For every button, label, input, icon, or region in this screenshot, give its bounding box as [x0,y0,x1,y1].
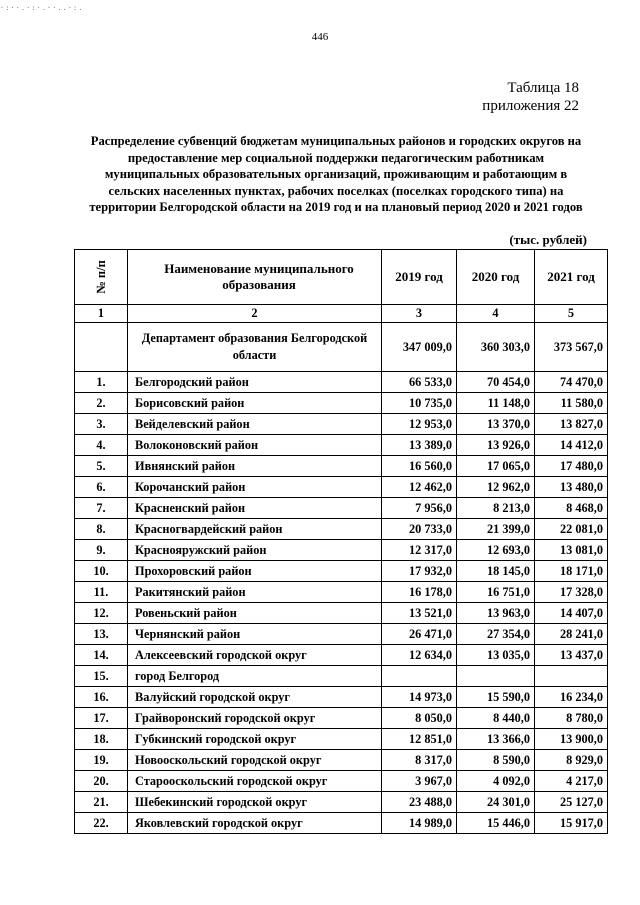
row-num: 6. [75,477,128,498]
row-2020: 27 354,0 [457,624,535,645]
page-number: 446 [311,31,329,43]
row-2021: 25 127,0 [535,792,608,813]
department-row [75,323,608,372]
row-2021: 28 241,0 [535,624,608,645]
row-name: Ровеньский район [128,603,382,624]
table-row [75,603,608,624]
row-2020: 15 446,0 [457,813,535,834]
row-2020: 13 366,0 [457,729,535,750]
table-row [75,708,608,729]
table-row [75,813,608,834]
header-name: Наименование муниципального образования [128,250,382,305]
row-2020: 24 301,0 [457,792,535,813]
table-row [75,372,608,393]
row-num: 11. [75,582,128,603]
table-row [75,435,608,456]
table-row [75,729,608,750]
row-name: Вейделевский район [128,414,382,435]
row-2020: 13 963,0 [457,603,535,624]
row-num: 7. [75,498,128,519]
row-name: Шебекинский городской округ [128,792,382,813]
row-2021: 13 827,0 [535,414,608,435]
row-2021: 16 234,0 [535,687,608,708]
row-name: Грайворонский городской округ [128,708,382,729]
row-name: Корочанский район [128,477,382,498]
row-name: Чернянский район [128,624,382,645]
col-index: 5 [535,305,608,323]
row-num: 10. [75,561,128,582]
row-2020: 4 092,0 [457,771,535,792]
header-num-text: № п/п [93,260,108,294]
table-row [75,414,608,435]
row-name: Губкинский городской округ [128,729,382,750]
row-2019: 17 932,0 [382,561,457,582]
row-name: Ивнянский район [128,456,382,477]
row-num: 16. [75,687,128,708]
row-2019: 14 989,0 [382,813,457,834]
col-index: 1 [75,305,128,323]
row-name: Волоконовский район [128,435,382,456]
table-row [75,750,608,771]
units-label: (тыс. рублей) [509,232,587,247]
header-row [75,250,608,305]
row-name: Красненский район [128,498,382,519]
row-num: 1. [75,372,128,393]
table-row [75,477,608,498]
row-2021 [535,666,608,687]
row-2021: 22 081,0 [535,519,608,540]
row-2020: 15 590,0 [457,687,535,708]
table-row [75,666,608,687]
scan-speckle: ·:··.·:·.··..·:. [0,4,84,12]
row-name: Красногвардейский район [128,519,382,540]
row-name: Старооскольский городской округ [128,771,382,792]
row-2019: 7 956,0 [382,498,457,519]
table-reference [482,79,579,115]
department-2021: 373 567,0 [535,323,608,372]
department-name: Департамент образования Белгородской области [128,323,382,372]
table-row [75,498,608,519]
subsidy-table [74,249,608,834]
row-2019: 23 488,0 [382,792,457,813]
row-num: 9. [75,540,128,561]
row-2019: 12 953,0 [382,414,457,435]
department-num [75,323,128,372]
row-name: Прохоровский район [128,561,382,582]
col-index: 4 [457,305,535,323]
row-name: Белгородский район [128,372,382,393]
row-2019: 8 317,0 [382,750,457,771]
row-2021: 13 900,0 [535,729,608,750]
row-2021: 18 171,0 [535,561,608,582]
table-ref-line1: Таблица 18 [507,80,579,96]
row-num: 18. [75,729,128,750]
row-num: 22. [75,813,128,834]
row-num: 8. [75,519,128,540]
row-2020: 18 145,0 [457,561,535,582]
row-2019: 13 521,0 [382,603,457,624]
header-num [75,250,128,305]
row-2020: 8 590,0 [457,750,535,771]
row-2019: 12 851,0 [382,729,457,750]
row-name: Валуйский городской округ [128,687,382,708]
row-name: Новооскольский городской округ [128,750,382,771]
row-2021: 8 929,0 [535,750,608,771]
col-index: 2 [128,305,382,323]
department-2019: 347 009,0 [382,323,457,372]
row-2019: 20 733,0 [382,519,457,540]
column-index-row [75,305,608,323]
header-2020: 2020 год [457,250,535,305]
row-2019: 12 634,0 [382,645,457,666]
row-2020: 17 065,0 [457,456,535,477]
row-2020 [457,666,535,687]
table-row [75,624,608,645]
row-2021: 13 480,0 [535,477,608,498]
table-row [75,771,608,792]
row-2021: 13 437,0 [535,645,608,666]
row-2019: 3 967,0 [382,771,457,792]
row-2019: 10 735,0 [382,393,457,414]
row-2021: 17 480,0 [535,456,608,477]
row-num: 4. [75,435,128,456]
row-name: Ракитянский район [128,582,382,603]
row-2020: 16 751,0 [457,582,535,603]
row-num: 3. [75,414,128,435]
table-row [75,519,608,540]
table-row [75,687,608,708]
row-2020: 13 035,0 [457,645,535,666]
row-2019: 13 389,0 [382,435,457,456]
row-2019: 14 973,0 [382,687,457,708]
row-2020: 12 693,0 [457,540,535,561]
col-index: 3 [382,305,457,323]
table-row [75,540,608,561]
row-2019: 66 533,0 [382,372,457,393]
row-2020: 8 440,0 [457,708,535,729]
header-2021: 2021 год [535,250,608,305]
row-2019: 8 050,0 [382,708,457,729]
row-num: 12. [75,603,128,624]
row-2021: 74 470,0 [535,372,608,393]
row-2019: 12 317,0 [382,540,457,561]
department-2020: 360 303,0 [457,323,535,372]
row-2020: 13 370,0 [457,414,535,435]
row-2019: 26 471,0 [382,624,457,645]
row-num: 15. [75,666,128,687]
row-2020: 13 926,0 [457,435,535,456]
row-2020: 21 399,0 [457,519,535,540]
row-2019: 12 462,0 [382,477,457,498]
table-ref-line2: приложения 22 [482,98,579,114]
row-2019: 16 560,0 [382,456,457,477]
table-row [75,456,608,477]
table-row [75,393,608,414]
row-2021: 8 468,0 [535,498,608,519]
row-num: 21. [75,792,128,813]
document-title: Распределение субвенций бюджетам муниципальных районов и городских округов на предоставление мер социальной поддержки педагогическим работникам муниципальных образовательных организаций, проживающим и работающим в сельских населенных пунктах, рабочих поселках (поселках городского типа) на территории Белгородской области на 2019 год и на плановый период 2020 и 2021 годов [89,134,583,215]
row-2019 [382,666,457,687]
row-name: город Белгород [128,666,382,687]
row-2021: 4 217,0 [535,771,608,792]
row-2021: 14 412,0 [535,435,608,456]
row-2020: 11 148,0 [457,393,535,414]
table-row [75,645,608,666]
row-2020: 8 213,0 [457,498,535,519]
row-num: 20. [75,771,128,792]
table-row [75,561,608,582]
row-name: Алексеевский городской округ [128,645,382,666]
row-name: Яковлевский городской округ [128,813,382,834]
row-num: 17. [75,708,128,729]
row-2020: 70 454,0 [457,372,535,393]
row-num: 2. [75,393,128,414]
row-2020: 12 962,0 [457,477,535,498]
row-2021: 8 780,0 [535,708,608,729]
row-num: 13. [75,624,128,645]
row-2021: 11 580,0 [535,393,608,414]
row-num: 19. [75,750,128,771]
header-2019: 2019 год [382,250,457,305]
row-name: Краснояружский район [128,540,382,561]
table-row [75,582,608,603]
row-num: 14. [75,645,128,666]
row-num: 5. [75,456,128,477]
row-2021: 14 407,0 [535,603,608,624]
table-row [75,792,608,813]
row-name: Борисовский район [128,393,382,414]
row-2021: 17 328,0 [535,582,608,603]
row-2019: 16 178,0 [382,582,457,603]
row-2021: 15 917,0 [535,813,608,834]
row-2021: 13 081,0 [535,540,608,561]
